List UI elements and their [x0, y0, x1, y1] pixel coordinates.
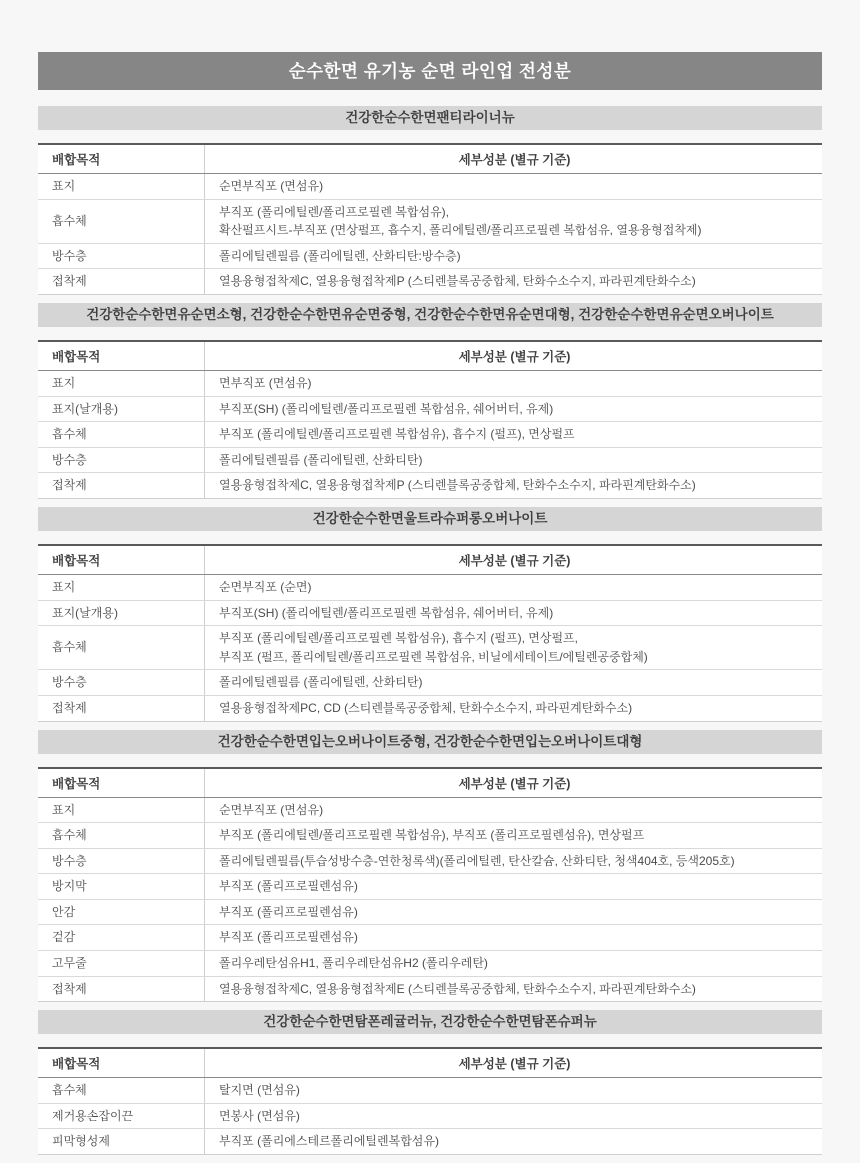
table-row [38, 269, 822, 295]
table-header-row [38, 341, 822, 371]
detail-cell [205, 1103, 823, 1129]
purpose-cell: 피막형성제 [38, 1129, 205, 1155]
purpose-cell: 안감 [38, 899, 205, 925]
detail-line: 열용융형접착제C, 열용융형접착제P (스티렌블록공중합체, 탄화수소수지, 파라핀계탄화수소) [219, 478, 696, 493]
purpose-cell: 방지막 [38, 874, 205, 900]
purpose-cell: 고무줄 [38, 951, 205, 977]
detail-cell [205, 899, 823, 925]
section-header: 건강한순수한면유순면소형, 건강한순수한면유순면중형, 건강한순수한면유순면대형, 건강한순수한면유순면오버나이트 [38, 303, 822, 327]
detail-cell [205, 1129, 823, 1155]
column-header-detail: 세부성분 (별규 기준) [205, 1048, 823, 1078]
table-row [38, 899, 822, 925]
purpose-cell: 제거용손잡이끈 [38, 1103, 205, 1129]
detail-cell [205, 976, 823, 1002]
table-row [38, 174, 822, 200]
detail-line: 확산펄프시트-부직포 (면상펄프, 흡수지, 폴리에틸렌/폴리프로필렌 복합섬유, 열용융형접착제) [219, 223, 702, 238]
detail-line: 면부직포 (면섬유) [219, 375, 312, 390]
table-header-row [38, 1048, 822, 1078]
table-row [38, 797, 822, 823]
detail-line: 순면부직포 (면섬유) [219, 802, 324, 817]
table-row [38, 1103, 822, 1129]
table-row [38, 695, 822, 721]
table-row [38, 1129, 822, 1155]
column-header-purpose: 배합목적 [38, 545, 205, 575]
product-section [38, 106, 822, 295]
purpose-cell: 흡수체 [38, 1078, 205, 1104]
purpose-cell: 접착제 [38, 976, 205, 1002]
section-header: 건강한순수한면탐폰레귤러뉴, 건강한순수한면탐폰슈퍼뉴 [38, 1010, 822, 1034]
detail-line: 부직포 (폴리에틸렌/폴리프로필렌 복합섬유), 부직포 (폴리프로필렌섬유), 면상펄프 [219, 828, 645, 843]
detail-cell [205, 574, 823, 600]
detail-line: 부직포 (폴리에틸렌/폴리프로필렌 복합섬유), 흡수지 (펄프), 면상펄프, [219, 631, 578, 646]
detail-line: 부직포 (폴리프로필렌섬유) [219, 930, 358, 945]
table-row [38, 243, 822, 269]
detail-line: 열용융형접착제C, 열용융형접착제E (스티렌블록공중합체, 탄화수소수지, 파라핀계탄화수소) [219, 981, 696, 996]
purpose-cell: 표지(날개용) [38, 600, 205, 626]
detail-line: 부직포 (폴리에틸렌/폴리프로필렌 복합섬유), 흡수지 (펄프), 면상펄프 [219, 427, 575, 442]
table-row [38, 670, 822, 696]
detail-line: 부직포 (폴리에스테르폴리에틸렌복합섬유) [219, 1134, 439, 1149]
detail-cell [205, 269, 823, 295]
purpose-cell: 흡수체 [38, 626, 205, 670]
detail-cell [205, 447, 823, 473]
detail-line: 부직포 (폴리프로필렌섬유) [219, 879, 358, 894]
table-body [38, 1078, 822, 1155]
table-row [38, 976, 822, 1002]
page-title: 순수한면 유기농 순면 라인업 전성분 [38, 52, 822, 90]
table-body [38, 174, 822, 295]
ingredients-table [38, 767, 822, 1003]
content-area [38, 52, 822, 1163]
purpose-cell: 방수층 [38, 243, 205, 269]
table-row [38, 396, 822, 422]
table-body [38, 370, 822, 498]
purpose-cell: 표지 [38, 174, 205, 200]
column-header-detail: 세부성분 (별규 기준) [205, 545, 823, 575]
detail-line: 부직포(SH) (폴리에틸렌/폴리프로필렌 복합섬유, 쉐어버터, 유제) [219, 605, 554, 620]
table-row [38, 600, 822, 626]
detail-cell [205, 695, 823, 721]
table-row [38, 626, 822, 670]
purpose-cell: 방수층 [38, 670, 205, 696]
detail-line: 폴리에틸렌필름(투습성방수층-연한청록색)(폴리에틸렌, 탄산칼슘, 산화티탄, 청색404호, 등색205호) [219, 853, 735, 868]
table-row [38, 473, 822, 499]
table-body [38, 797, 822, 1002]
detail-line: 부직포 (펄프, 폴리에틸렌/폴리프로필렌 복합섬유, 비닐에세테이트/에틸렌공중합체) [219, 649, 648, 664]
purpose-cell: 흡수체 [38, 823, 205, 849]
column-header-purpose: 배합목적 [38, 341, 205, 371]
detail-line: 순면부직포 (면섬유) [219, 179, 324, 193]
purpose-cell: 표지(날개용) [38, 396, 205, 422]
ingredients-table [38, 143, 822, 295]
purpose-cell: 표지 [38, 797, 205, 823]
table-row [38, 823, 822, 849]
detail-cell [205, 951, 823, 977]
detail-cell [205, 370, 823, 396]
section-header: 건강한순수한면울트라슈퍼롱오버나이트 [38, 507, 822, 531]
column-header-detail: 세부성분 (별규 기준) [205, 341, 823, 371]
purpose-cell: 흡수체 [38, 199, 205, 243]
product-section [38, 303, 822, 499]
table-row [38, 874, 822, 900]
detail-line: 부직포 (폴리프로필렌섬유) [219, 904, 358, 919]
product-section [38, 1010, 822, 1155]
purpose-cell: 방수층 [38, 848, 205, 874]
product-section [38, 730, 822, 1003]
column-header-purpose: 배합목적 [38, 1048, 205, 1078]
purpose-cell: 접착제 [38, 269, 205, 295]
table-row [38, 848, 822, 874]
purpose-cell: 겉감 [38, 925, 205, 951]
detail-cell [205, 243, 823, 269]
table-header-row [38, 144, 822, 174]
detail-line: 폴리에틸렌필름 (폴리에틸렌, 산화티탄) [219, 675, 423, 690]
purpose-cell: 표지 [38, 370, 205, 396]
purpose-cell: 방수층 [38, 447, 205, 473]
purpose-cell: 표지 [38, 574, 205, 600]
detail-cell [205, 848, 823, 874]
table-row [38, 199, 822, 243]
column-header-detail: 세부성분 (별규 기준) [205, 144, 823, 174]
detail-cell [205, 670, 823, 696]
detail-line: 면봉사 (면섬유) [219, 1108, 300, 1123]
ingredients-table [38, 544, 822, 722]
table-row [38, 370, 822, 396]
product-section [38, 507, 822, 722]
detail-cell [205, 797, 823, 823]
detail-cell [205, 874, 823, 900]
detail-line: 폴리에틸렌필름 (폴리에틸렌, 산화티탄:방수층) [219, 248, 461, 263]
detail-cell [205, 1078, 823, 1104]
purpose-cell: 접착제 [38, 695, 205, 721]
section-header: 건강한순수한면팬티라이너뉴 [38, 106, 822, 130]
detail-cell [205, 925, 823, 951]
purpose-cell: 접착제 [38, 473, 205, 499]
detail-line: 열용융형접착제PC, CD (스티렌블록공중합체, 탄화수소수지, 파라핀계탄화수소) [219, 700, 633, 715]
detail-line: 순면부직포 (순면) [219, 579, 312, 594]
detail-cell [205, 600, 823, 626]
table-row [38, 925, 822, 951]
section-header: 건강한순수한면입는오버나이트중형, 건강한순수한면입는오버나이트대형 [38, 730, 822, 754]
purpose-cell: 흡수체 [38, 422, 205, 448]
table-header-row [38, 545, 822, 575]
detail-line: 탈지면 (면섬유) [219, 1083, 300, 1098]
table-row [38, 447, 822, 473]
ingredients-table [38, 1047, 822, 1155]
table-body [38, 574, 822, 721]
detail-line: 부직포(SH) (폴리에틸렌/폴리프로필렌 복합섬유, 쉐어버터, 유제) [219, 401, 554, 416]
sections-container [38, 106, 822, 1155]
detail-cell [205, 823, 823, 849]
column-header-purpose: 배합목적 [38, 768, 205, 798]
detail-cell [205, 422, 823, 448]
detail-cell [205, 626, 823, 670]
detail-cell [205, 174, 823, 200]
detail-cell [205, 473, 823, 499]
table-row [38, 422, 822, 448]
table-header-row [38, 768, 822, 798]
detail-cell [205, 396, 823, 422]
column-header-detail: 세부성분 (별규 기준) [205, 768, 823, 798]
detail-line: 부직포 (폴리에틸렌/폴리프로필렌 복합섬유), [219, 204, 449, 219]
detail-line: 폴리우레탄섬유H1, 폴리우레탄섬유H2 (폴리우레탄) [219, 956, 488, 971]
ingredients-table [38, 340, 822, 499]
table-row [38, 951, 822, 977]
detail-cell [205, 199, 823, 243]
detail-line: 열용융형접착제C, 열용융형접착제P (스티렌블록공중합체, 탄화수소수지, 파라핀계탄화수소) [219, 274, 696, 289]
column-header-purpose: 배합목적 [38, 144, 205, 174]
table-row [38, 1078, 822, 1104]
table-row [38, 574, 822, 600]
detail-line: 폴리에틸렌필름 (폴리에틸렌, 산화티탄) [219, 452, 423, 467]
